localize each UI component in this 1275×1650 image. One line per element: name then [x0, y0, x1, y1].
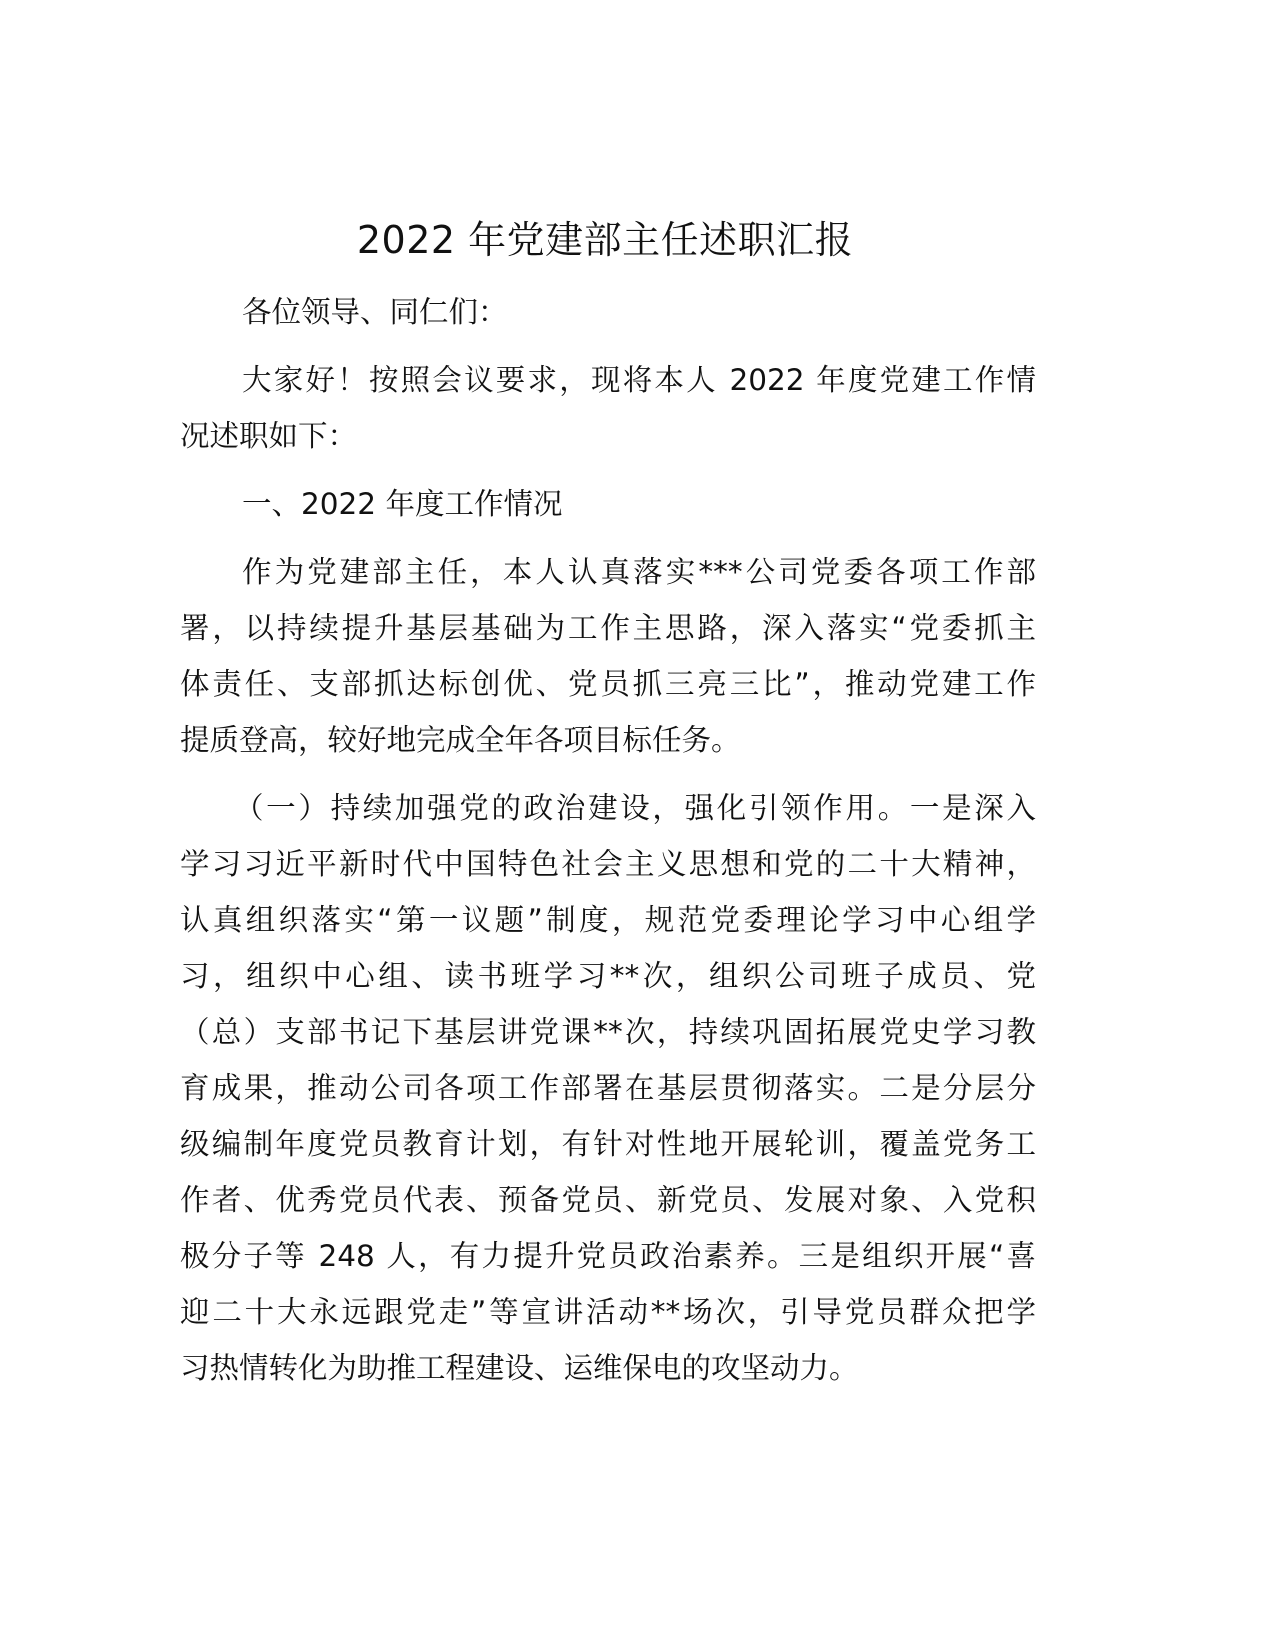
text-line: 极分子等 248 人，有力提升党员政治素养。三是组织开展“喜 [180, 1239, 1036, 1273]
text-line: 作为党建部主任，本人认真落实***公司党委各项工作部 [242, 555, 1036, 589]
intro-paragraph [180, 544, 1036, 768]
text-line: 体责任、支部抓达标创优、党员抓三亮三比”，推动党建工作 [180, 667, 1036, 701]
text-line: （总）支部书记下基层讲党课**次，持续巩固拓展党史学习教 [180, 1015, 1036, 1049]
text-line: 一、2022 年度工作情况 [242, 487, 563, 521]
subsection-paragraph [180, 780, 1036, 1396]
section-heading [180, 476, 1036, 532]
text-line: 各位领导、同仁们： [242, 295, 508, 329]
text-line: 提质登高，较好地完成全年各项目标任务。 [180, 723, 741, 757]
text-line: 作者、优秀党员代表、预备党员、新党员、发展对象、入党积 [180, 1183, 1036, 1217]
text-line: 署，以持续提升基层基础为工作主思路，深入落实“党委抓主 [180, 611, 1036, 645]
salutation-paragraph [180, 284, 1036, 340]
text-line: 况述职如下： [180, 419, 358, 453]
document-body [180, 284, 1036, 1408]
text-line: 习热情转化为助推工程建设、运维保电的攻坚动力。 [180, 1351, 859, 1385]
text-line: 习，组织中心组、读书班学习**次，组织公司班子成员、党 [180, 959, 1036, 993]
text-line: 育成果，推动公司各项工作部署在基层贯彻落实。二是分层分 [180, 1071, 1036, 1105]
document-title: 2022 年党建部主任述职汇报 [356, 218, 854, 262]
text-line: 学习习近平新时代中国特色社会主义思想和党的二十大精神， [180, 847, 1036, 881]
text-line: 迎二十大永远跟党走”等宣讲活动**场次，引导党员群众把学 [180, 1295, 1036, 1329]
text-line: 大家好！按照会议要求，现将本人 2022 年度党建工作情 [242, 363, 1036, 397]
text-line: 级编制年度党员教育计划，有针对性地开展轮训，覆盖党务工 [180, 1127, 1036, 1161]
text-line: （一）持续加强党的政治建设，强化引领作用。一是深入 [234, 791, 1036, 825]
text-line: 认真组织落实“第一议题”制度，规范党委理论学习中心组学 [180, 903, 1036, 937]
greeting-paragraph [180, 352, 1036, 464]
